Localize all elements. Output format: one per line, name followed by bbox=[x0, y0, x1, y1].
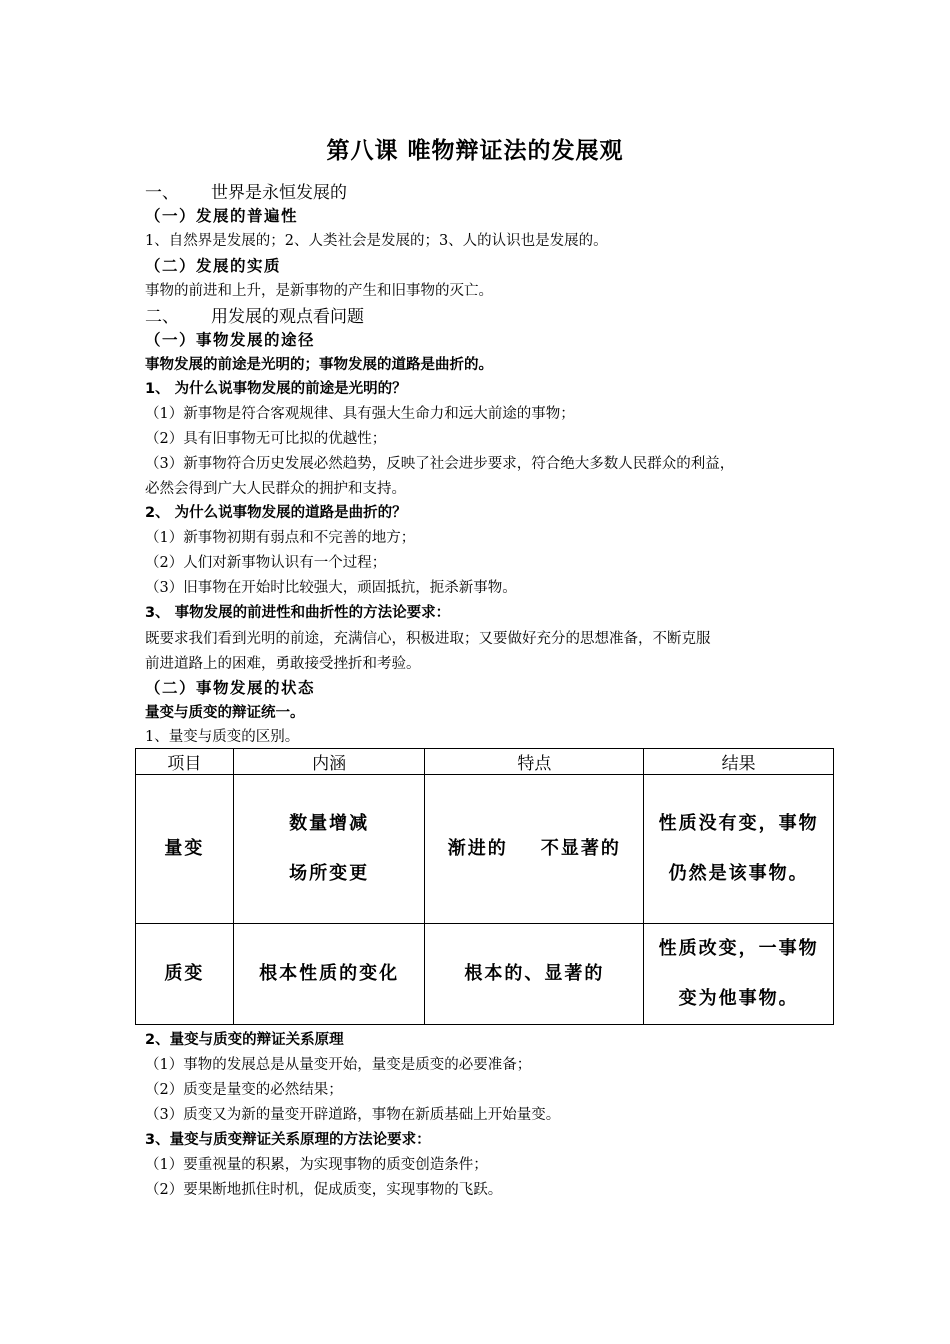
section-2-heading bbox=[145, 302, 364, 327]
question-3: 3、 事物发展的前进性和曲折性的方法论要求： bbox=[145, 605, 451, 621]
list-item: （1）要重视量的积累，为实现事物的质变创造条件； bbox=[145, 1157, 488, 1173]
list-item: （1）新事物初期有弱点和不完善的地方； bbox=[145, 530, 416, 546]
cell-feature: 渐进的 不显著的 bbox=[425, 775, 644, 924]
method-heading: 3、量变与质变辩证关系原理的方法论要求： bbox=[145, 1132, 431, 1148]
meaning-line: 数量增减 bbox=[289, 813, 370, 834]
meaning-line: 根本性质的变化 bbox=[259, 963, 400, 984]
section-2-title: 用发展的观点看问题 bbox=[211, 307, 364, 327]
list-item: （2）具有旧事物无可比拟的优越性； bbox=[145, 431, 387, 447]
essence-text: 事物的前进和上升，是新事物的产生和旧事物的灭亡。 bbox=[145, 283, 493, 299]
list-item: （2）人们对新事物认识有一个过程； bbox=[145, 555, 387, 571]
cell-meaning bbox=[233, 775, 425, 924]
list-item: （1）事物的发展总是从量变开始，量变是质变的必要准备； bbox=[145, 1057, 532, 1073]
cell-feature: 根本的、显著的 bbox=[425, 924, 644, 1025]
methodology-line: 既要求我们看到光明的前途，充满信心，积极进取；又要做好充分的思想准备，不断克服 bbox=[145, 631, 711, 647]
difference-heading: 1、量变与质变的区别。 bbox=[145, 729, 300, 745]
cell-item: 质变 bbox=[136, 924, 234, 1025]
cell-result: 性质改变，一事物变为他事物。 bbox=[644, 924, 834, 1025]
list-item: （2）质变是量变的必然结果； bbox=[145, 1082, 343, 1098]
list-item: （2）要果断地抓住时机，促成质变，实现事物的飞跃。 bbox=[145, 1182, 503, 1198]
header-feature: 特点 bbox=[425, 749, 644, 775]
page-title: 第八课 唯物辩证法的发展观 bbox=[326, 137, 624, 164]
question-2: 2、 为什么说事物发展的道路是曲折的？ bbox=[145, 505, 407, 521]
table-row bbox=[136, 924, 834, 1025]
section-2-number: 二、 bbox=[145, 307, 179, 327]
section-1-heading bbox=[145, 178, 347, 203]
cell-item: 量变 bbox=[136, 775, 234, 924]
universality-text: 1、自然界是发展的；2、人类社会是发展的；3、人的认识也是发展的。 bbox=[145, 233, 608, 249]
meaning-line: 场所变更 bbox=[289, 863, 370, 884]
list-item: （3）质变又为新的量变开辟道路，事物在新质基础上开始量变。 bbox=[145, 1107, 561, 1123]
list-item: （1）新事物是符合客观规律、具有强大生命力和远大前途的事物； bbox=[145, 406, 575, 422]
table-header-row bbox=[136, 749, 834, 775]
subsection-universality: （一）发展的普遍性 bbox=[145, 206, 299, 225]
principle-heading: 2、量变与质变的辩证关系原理 bbox=[145, 1032, 344, 1048]
header-item: 项目 bbox=[136, 749, 234, 775]
comparison-table bbox=[135, 748, 834, 1025]
subsection-state: （二）事物发展的状态 bbox=[145, 678, 316, 697]
cell-result: 性质没有变，事物仍然是该事物。 bbox=[644, 775, 834, 924]
section-1-number: 一、 bbox=[145, 183, 179, 203]
cell-meaning bbox=[233, 924, 425, 1025]
state-lead: 量变与质变的辩证统一。 bbox=[145, 705, 305, 721]
list-item: （3）旧事物在开始时比较强大，顽固抵抗，扼杀新事物。 bbox=[145, 580, 517, 596]
path-lead: 事物发展的前途是光明的；事物发展的道路是曲折的。 bbox=[145, 357, 493, 373]
list-item: 必然会得到广大人民群众的拥护和支持。 bbox=[145, 481, 406, 497]
subsection-essence: （二）发展的实质 bbox=[145, 256, 282, 275]
header-meaning: 内涵 bbox=[233, 749, 425, 775]
header-result: 结果 bbox=[644, 749, 834, 775]
list-item: （3）新事物符合历史发展必然趋势，反映了社会进步要求，符合绝大多数人民群众的利益， bbox=[145, 456, 735, 472]
question-1: 1、 为什么说事物发展的前途是光明的？ bbox=[145, 381, 407, 397]
table-row bbox=[136, 775, 834, 924]
methodology-line: 前进道路上的困难，勇敢接受挫折和考验。 bbox=[145, 656, 421, 672]
section-1-title: 世界是永恒发展的 bbox=[211, 183, 347, 203]
subsection-path: （一）事物发展的途径 bbox=[145, 330, 316, 349]
